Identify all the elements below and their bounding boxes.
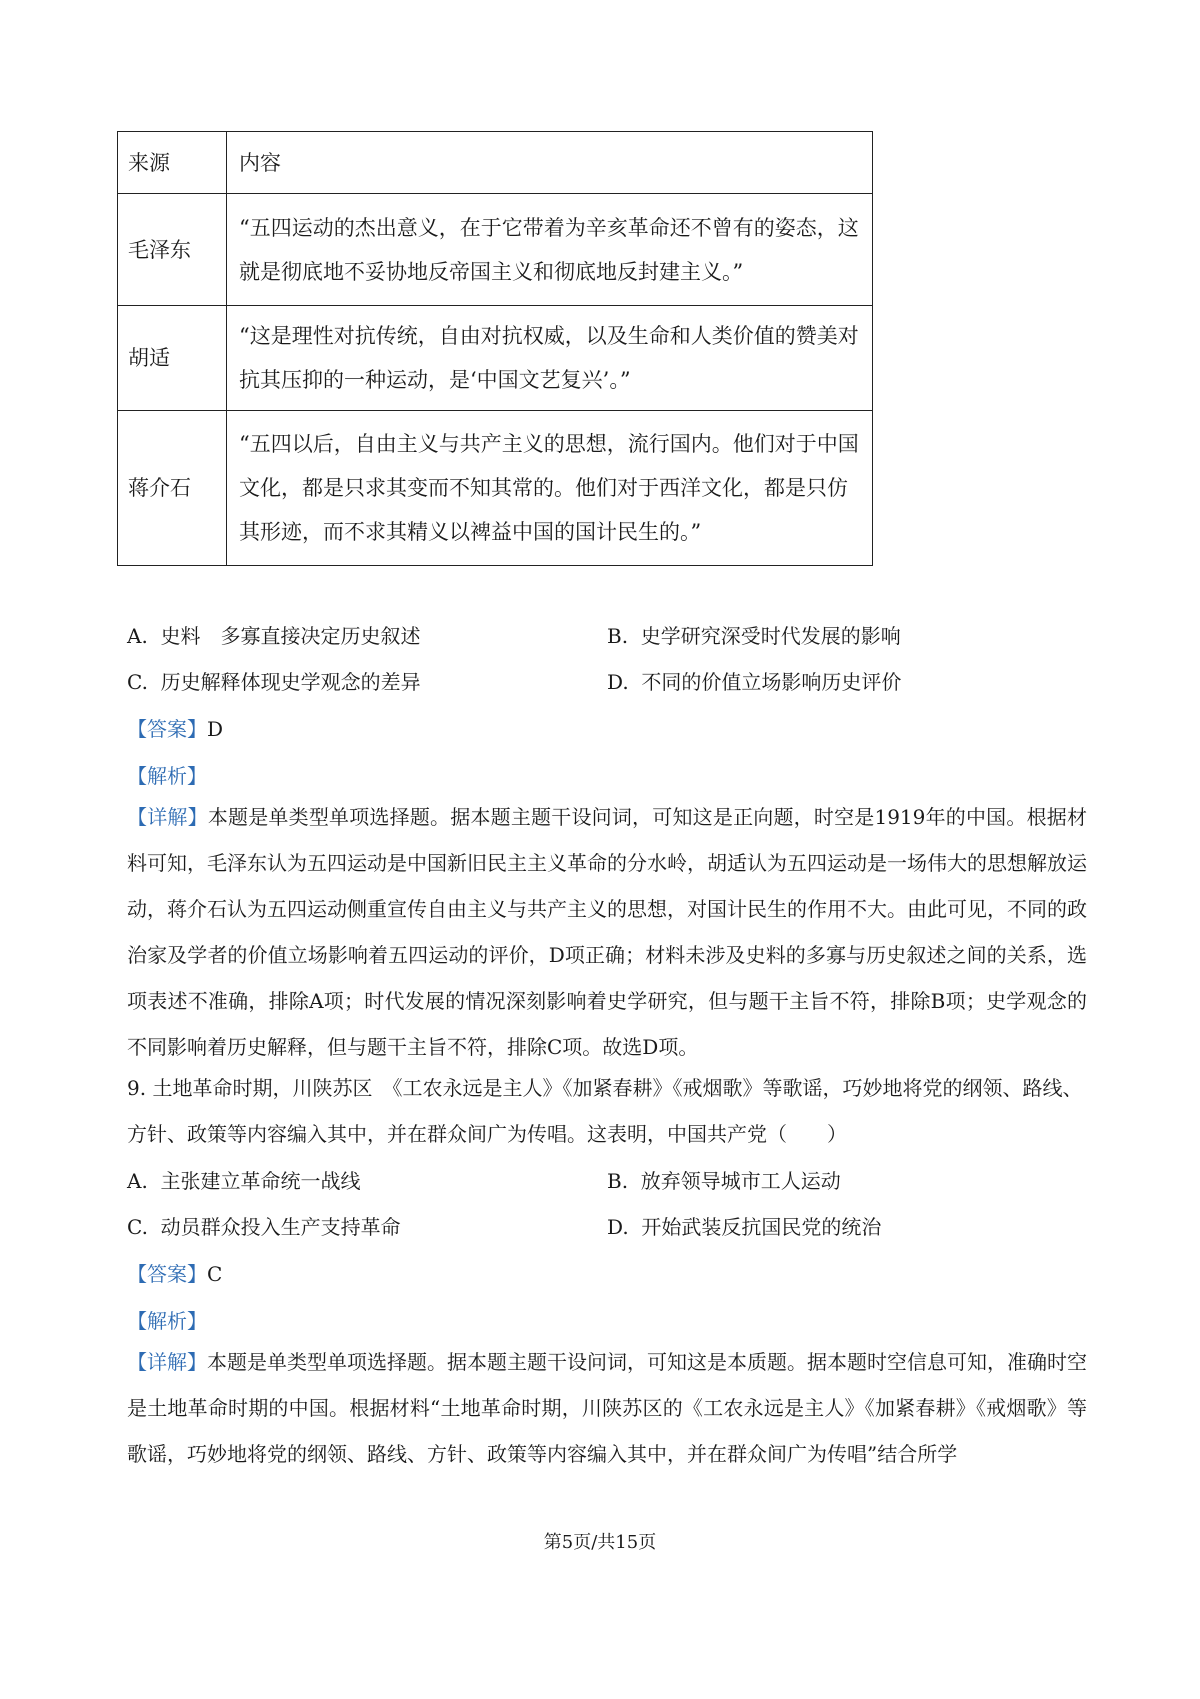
row-source: 蒋介石 bbox=[118, 411, 227, 566]
table-header-row bbox=[118, 132, 873, 194]
analysis-tag: 【解析】 bbox=[127, 764, 207, 788]
header-content: 内容 bbox=[227, 132, 873, 194]
q8-option-d: D. 不同的价值立场影响历史评价 bbox=[607, 670, 902, 694]
q8-option-b: B. 史学研究深受时代发展的影响 bbox=[607, 624, 901, 648]
detail-tag: 【详解】 bbox=[127, 1350, 207, 1374]
answer-value: D bbox=[207, 717, 224, 741]
row-content: “这是理性对抗传统，自由对抗权威，以及生命和人类价值的赞美对抗其压抑的一种运动，是‘中国文艺复兴’。” bbox=[227, 306, 873, 411]
q9-detail bbox=[127, 1339, 1087, 1477]
detail-text: 本题是单类型单项选择题。据本题主题干设问词，可知这是本质题。据本题时空信息可知，准确时空是土地革命时期的中国。根据材料“土地革命时期，川陕苏区的《工农永远是主人》《加紧春耕》《戒烟歌》等歌谣，巧妙地将党的纲领、路线、方针、政策等内容编入其中，并在群众间广为传唱”结合所学 bbox=[127, 1350, 1087, 1466]
q9-answer bbox=[127, 1259, 222, 1289]
q9-option-c: C. 动员群众投入生产支持革命 bbox=[127, 1215, 401, 1239]
table-row bbox=[118, 306, 873, 411]
header-source: 来源 bbox=[118, 132, 227, 194]
table-row bbox=[118, 411, 873, 566]
row-source: 毛泽东 bbox=[118, 194, 227, 306]
analysis-tag: 【解析】 bbox=[127, 1309, 207, 1333]
row-source: 胡适 bbox=[118, 306, 227, 411]
q9-stem: 9. 土地革命时期，川陕苏区 《工农永远是主人》《加紧春耕》《戒烟歌》等歌谣，巧妙地将党的纲领、路线、方针、政策等内容编入其中，并在群众间广为传唱。这表明，中国共产党（ ） bbox=[127, 1076, 1083, 1146]
q8-option-c: C. 历史解释体现史学观念的差异 bbox=[127, 670, 421, 694]
answer-tag: 【答案】 bbox=[127, 717, 207, 741]
q9-option-d: D. 开始武装反抗国民党的统治 bbox=[607, 1215, 882, 1239]
q9-option-a: A. 主张建立革命统一战线 bbox=[127, 1169, 361, 1193]
source-table bbox=[117, 131, 873, 566]
answer-tag: 【答案】 bbox=[127, 1262, 207, 1286]
q8-answer bbox=[127, 714, 223, 744]
table-row bbox=[118, 194, 873, 306]
q9-option-b: B. 放弃领导城市工人运动 bbox=[607, 1169, 841, 1193]
row-content: “五四以后，自由主义与共产主义的思想，流行国内。他们对于中国文化，都是只求其变而不知其常的。他们对于西洋文化，都是只仿其形迹，而不求其精义以裨益中国的国计民生的。” bbox=[227, 411, 873, 566]
q8-analysis-heading bbox=[127, 761, 207, 791]
detail-tag: 【详解】 bbox=[127, 805, 208, 829]
page-footer: 第5页/共15页 bbox=[543, 1532, 657, 1553]
row-content: “五四运动的杰出意义，在于它带着为辛亥革命还不曾有的姿态，这就是彻底地不妥协地反帝国主义和彻底地反封建主义。” bbox=[227, 194, 873, 306]
q8-detail bbox=[127, 794, 1087, 1070]
q9-analysis-heading bbox=[127, 1306, 207, 1336]
answer-value: C bbox=[207, 1262, 223, 1286]
q8-option-a: A. 史料 多寡直接决定历史叙述 bbox=[127, 624, 421, 648]
detail-text: 本题是单类型单项选择题。据本题主题干设问词，可知这是正向题，时空是1919年的中国。根据材料可知，毛泽东认为五四运动是中国新旧民主主义革命的分水岭，胡适认为五四运动是一场伟大的思想解放运动，蒋介石认为五四运动侧重宣传自由主义与共产主义的思想，对国计民生的作用不大。由此可见，不同的政治家及学者的价值立场影响着五四运动的评价，D项正确；材料未涉及史料的多寡与历史叙述之间的关系，选项表述不准确，排除A项；时代发展的情况深刻影响着史学研究，但与题干主旨不符，排除B项；史学观念的不同影响着历史解释，但与题干主旨不符，排除C项。故选D项。 bbox=[127, 805, 1087, 1059]
